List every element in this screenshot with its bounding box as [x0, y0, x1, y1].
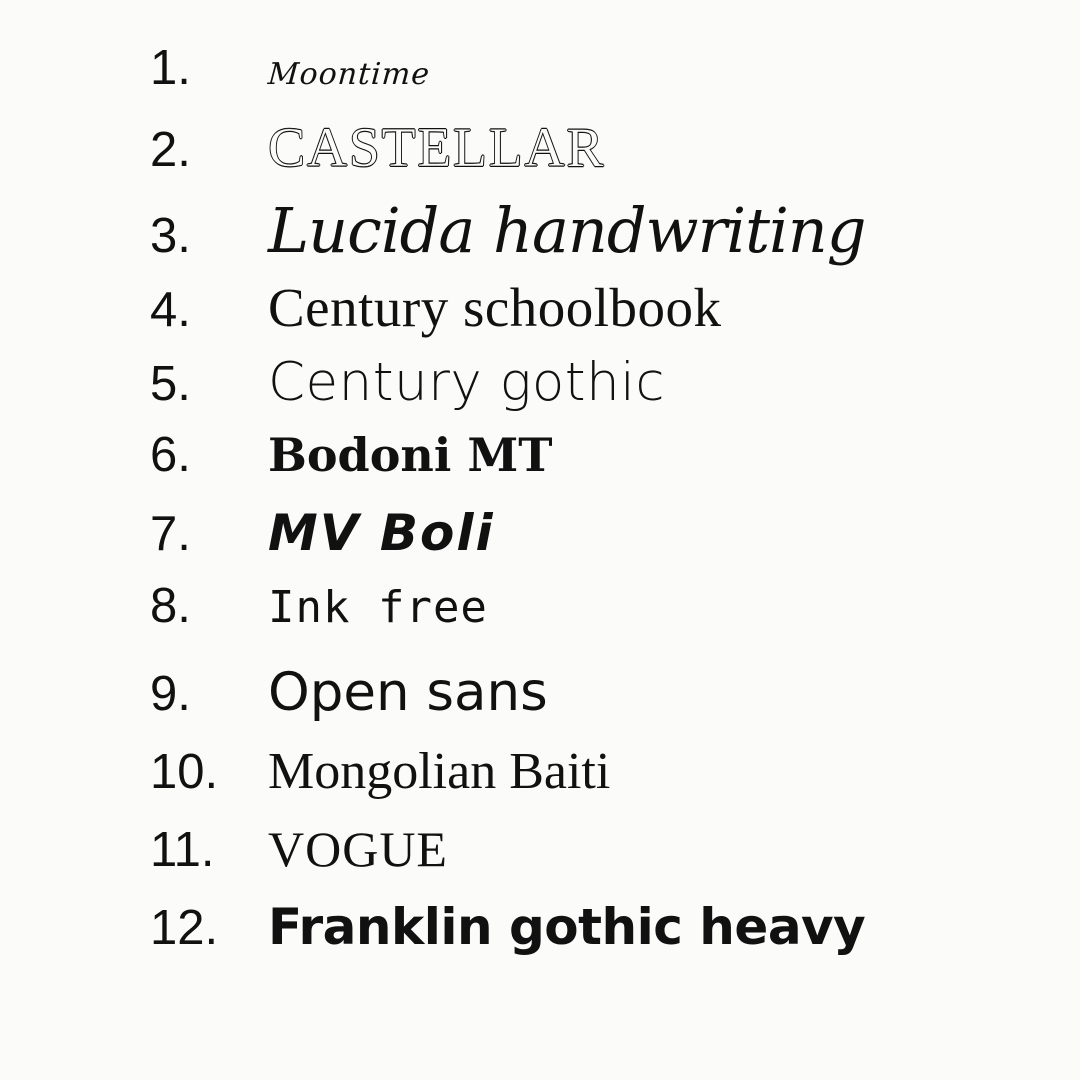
list-item-label: Ink free	[268, 582, 488, 633]
list-item-label: Moontime	[266, 57, 432, 92]
list-item-number: 11.	[150, 823, 215, 877]
list-item	[0, 352, 1080, 428]
list-item-number: 5.	[150, 357, 191, 411]
list-item-label: Century gothic	[268, 352, 666, 413]
list-item	[0, 820, 1080, 898]
list-item	[0, 428, 1080, 504]
list-item	[0, 662, 1080, 742]
list-item-number: 4.	[150, 283, 191, 337]
list-item-label: MV Boli	[268, 504, 495, 562]
list-item-label: CASTELLAR	[268, 117, 606, 179]
list-item-number: 6.	[150, 428, 191, 482]
list-item-label: Lucida handwriting	[268, 194, 866, 267]
list-item	[0, 579, 1080, 662]
list-item-number: 7.	[150, 507, 191, 561]
list-item	[0, 116, 1080, 194]
list-item-number: 8.	[150, 579, 191, 633]
list-item-label: Franklin gothic heavy	[268, 898, 866, 956]
list-item	[0, 898, 1080, 976]
list-item-label: Open sans	[268, 662, 548, 723]
list-item-number: 2.	[150, 123, 191, 177]
list-item	[0, 504, 1080, 582]
list-item	[0, 194, 1080, 276]
list-item-number: 10.	[150, 745, 219, 799]
list-item-number: 3.	[150, 209, 191, 263]
list-item-label: Century schoolbook	[268, 277, 722, 338]
list-item	[0, 276, 1080, 352]
list-item-label: Mongolian Baiti	[268, 743, 611, 800]
list-item-label: VOGUE	[268, 821, 448, 877]
list-item-number: 12.	[150, 901, 219, 955]
list-item-number: 1.	[150, 41, 191, 95]
list-item-number: 9.	[150, 667, 191, 721]
list-item	[0, 742, 1080, 820]
list-item-label: Bodoni MT	[268, 428, 553, 482]
list-item	[0, 41, 1080, 116]
